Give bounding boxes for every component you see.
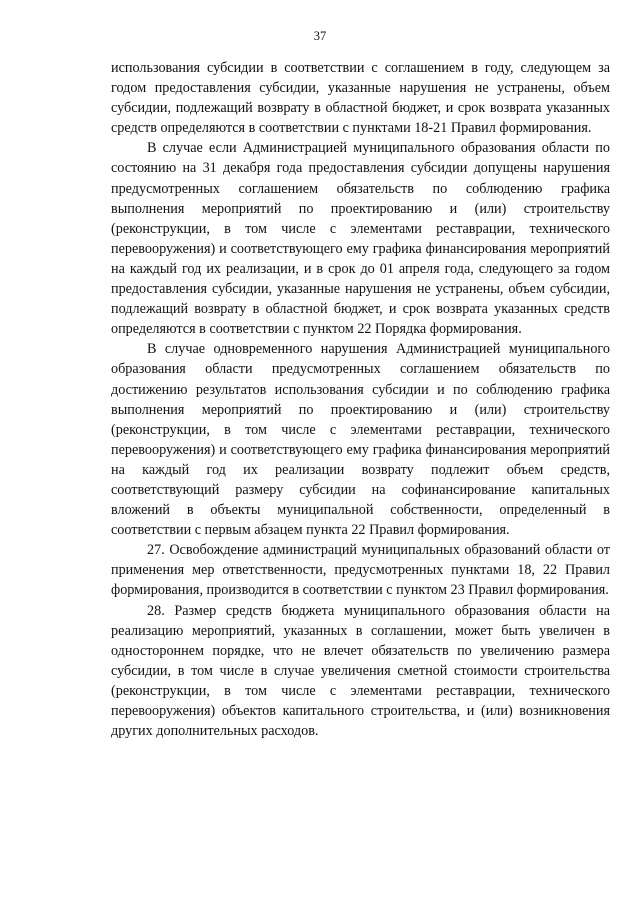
document-body	[111, 58, 610, 741]
paragraph-schedule-violation: В случае если Администрацией муниципального образования области по состоянию на 31 декабря года предоставления субсидии допущены нарушения предусмотренных соглашением обязательств по соблюдению графика выполнения мероприятий по проектированию и (или) строительству (реконструкции, в том числе с элементами реставрации, технического перевооружения) и соответствующего ему графика финансирования мероприятий на каждый год их реализации, и в срок до 01 апреля года, следующего за годом предоставления субсидии, указанные нарушения не устранены, объем субсидии, подлежащий возврату в областной бюджет, и срок возврата указанных средств определяются в соответствии с пунктом 22 Порядка формирования.	[111, 140, 610, 338]
paragraph-item-27: 27. Освобождение администраций муниципальных образований области от применения мер ответственности, предусмотренных пунктами 18, 22 Правил формирования, производится в соответствии с пунктом 23 Правил формирования.	[111, 542, 610, 599]
page-number: 37	[313, 29, 327, 43]
paragraph-simultaneous-violation: В случае одновременного нарушения Администрацией муниципального образования области предусмотренных соглашением обязательств по достижению результатов использования субсидии и по соблюдению графика выполнения мероприятий по проектированию и (или) строительству (реконструкции, в том числе с элементами реставрации, технического перевооружения) и соответствующего ему графика финансирования мероприятий на каждый год их реализации возврату подлежит объем средств, соответствующий размеру субсидии на софинансирование капитальных вложений в объекты муниципальной собственности, определенный в соответствии с первым абзацем пункта 22 Правил формирования.	[111, 341, 610, 539]
paragraph-item-28: 28. Размер средств бюджета муниципального образования области на реализацию мероприятий, указанных в соглашении, может быть увеличен в одностороннем порядке, что не влечет обязательств по увеличению размера субсидии, в том числе в случае увеличения сметной стоимости строительства (реконструкции, в том числе с элементами реставрации, технического перевооружения) объектов капитального строительства, и (или) возникновения других дополнительных расходов.	[111, 602, 610, 740]
paragraph-continuation: использования субсидии в соответствии с соглашением в году, следующем за годом предоставления субсидии, указанные нарушения не устранены, объем субсидии, подлежащий возврату в областной бюджет, и срок возврата указанных средств определяются в соответствии с пунктами 18-21 Правил формирования.	[111, 60, 610, 137]
